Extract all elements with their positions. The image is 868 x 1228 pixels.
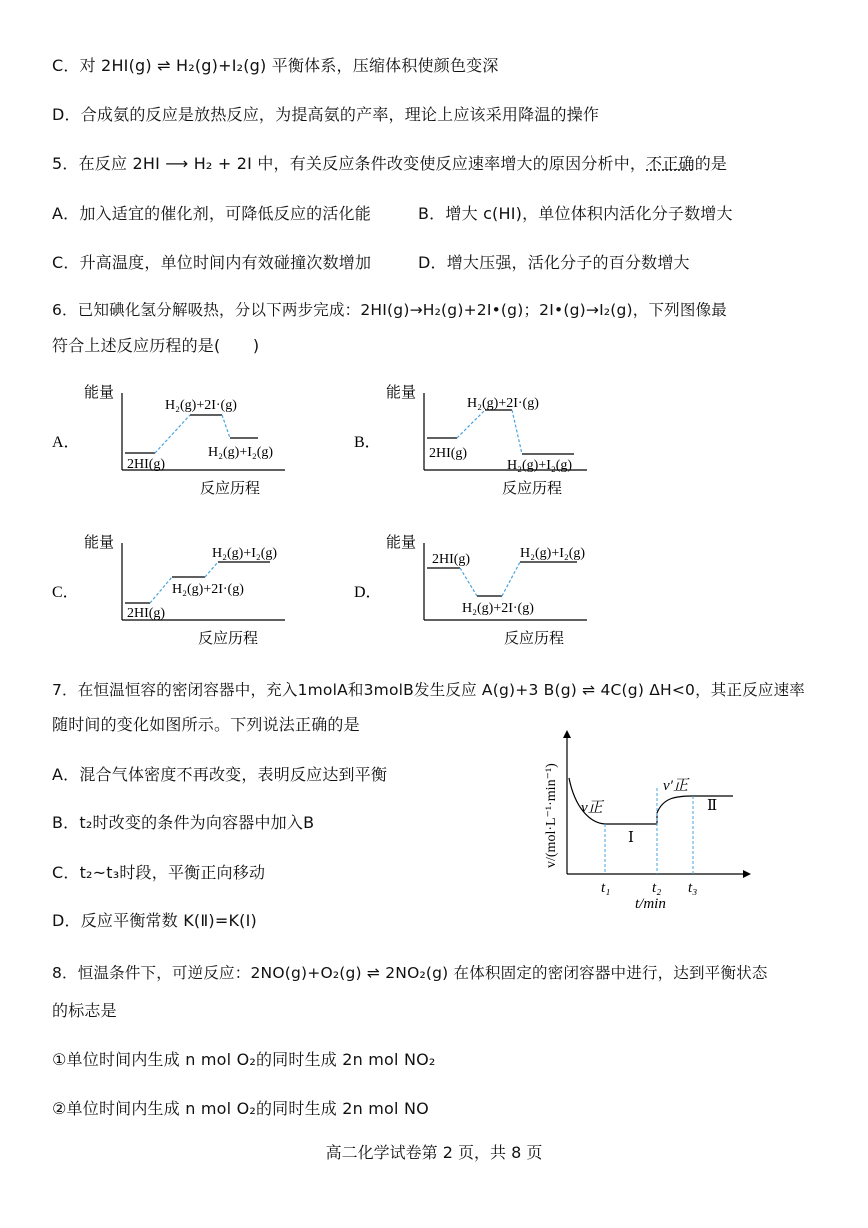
q7-stem-2: 随时间的变化如图所示。下列说法正确的是 (52, 715, 360, 734)
diagram-d-end: H₂(g)+I₂(g) (520, 546, 586, 561)
diagram-b (354, 384, 587, 497)
q5-stem-end: 的是 (694, 154, 728, 173)
diagram-c-letter: C． (52, 584, 79, 601)
diagram-c-end: H₂(g)+I₂(g) (212, 546, 278, 561)
y-axis-label: v/(mol·L⁻¹·min⁻¹) (544, 763, 559, 868)
diagram-b-letter: B． (354, 434, 381, 451)
region-1-label: Ⅰ (628, 830, 634, 846)
diagram-c-mid: H₂(g)+2I·(g) (172, 582, 244, 597)
q6-stem-2: 符合上述反应历程的是( ) (52, 336, 260, 355)
t1-label: t₁ (601, 880, 611, 896)
q8-item-1: ①单位时间内生成 n mol O₂的同时生成 2n mol NO₂ (52, 1050, 436, 1069)
q5-option-b: B．增大 c(HI)，单位体积内活化分子数增大 (418, 204, 733, 223)
diagram-b-hi: 2HI(g) (429, 446, 468, 461)
diagram-a (52, 384, 285, 497)
q5-option-a: A．加入适宜的催化剂，可降低反应的活化能 (52, 204, 371, 223)
diagram-a-letter: A． (52, 434, 80, 451)
energy-diagrams (0, 375, 868, 655)
diagram-a-ylabel: 能量 (84, 385, 115, 401)
diagram-d-mid: H₂(g)+2I·(g) (462, 601, 534, 616)
q5-option-c: C．升高温度，单位时间内有效碰撞次数增加 (52, 253, 372, 272)
diagram-d-ylabel: 能量 (386, 535, 417, 551)
t2-label: t₂ (652, 880, 662, 896)
y-axis-arrow (563, 730, 571, 738)
v-forward-label: v正 (581, 800, 603, 816)
region-2-label: Ⅱ (707, 798, 718, 814)
diagram-a-xlabel: 反应历程 (200, 481, 261, 497)
diagram-a-hi: 2HI(g) (127, 457, 166, 472)
diagram-d (354, 534, 587, 647)
diagram-c-xlabel: 反应历程 (198, 631, 259, 647)
x-axis-label: t/min (635, 896, 666, 912)
q7-option-d: D．反应平衡常数 K(Ⅱ)=K(Ⅰ) (52, 911, 257, 930)
diagram-c-ylabel: 能量 (84, 535, 115, 551)
diagram-d-hi: 2HI(g) (432, 552, 471, 567)
t3-label: t₃ (688, 880, 698, 896)
diagram-c (52, 534, 285, 647)
q5-emphasis: 不正确 (646, 154, 695, 173)
diagram-b-end: H₂(g)+I₂(g) (507, 458, 573, 473)
q6-stem-1: 6．已知碘化氢分解吸热，分以下两步完成：2HI(g)→H₂(g)+2I•(g)；2I•(g)→I₂(g)，下列图像最 (52, 301, 727, 319)
q7-option-a: A．混合气体密度不再改变，表明反应达到平衡 (52, 765, 388, 784)
q8-stem-1: 8．恒温条件下，可逆反应：2NO(g)+O₂(g) ⇌ 2NO₂(g) 在体积固定的密闭容器中进行，达到平衡状态 (52, 964, 768, 982)
q8-item-2: ②单位时间内生成 n mol O₂的同时生成 2n mol NO (52, 1099, 429, 1118)
q5-stem (52, 151, 727, 174)
q7-option-b: B．t₂时改变的条件为向容器中加入B (52, 813, 315, 832)
diagram-c-hi: 2HI(g) (127, 606, 166, 621)
diagram-d-xlabel: 反应历程 (504, 631, 565, 647)
page-footer: 高二化学试卷第 2 页，共 8 页 (325, 1143, 543, 1162)
q4-option-d: D．合成氨的反应是放热反应，为提高氨的产率，理论上应该采用降温的操作 (52, 105, 600, 124)
diagram-a-mid: H₂(g)+2I·(g) (165, 398, 237, 413)
diagram-b-ylabel: 能量 (386, 385, 417, 401)
rate-time-graph (535, 728, 775, 913)
q7-stem-1: 7．在恒温恒容的密闭容器中，充入1molA和3molB发生反应 A(g)+3 B(g) ⇌ 4C(g) ΔH<0，其正反应速率 (52, 681, 805, 699)
diagram-a-end: H₂(g)+I₂(g) (208, 445, 274, 460)
diagram-d-letter: D． (354, 584, 382, 601)
diagram-b-xlabel: 反应历程 (502, 481, 563, 497)
q8-stem-2: 的标志是 (52, 1001, 117, 1020)
q7-option-c: C．t₂~t₃时段，平衡正向移动 (52, 863, 266, 882)
v-forward-curve-2 (657, 796, 733, 824)
diagram-b-mid: H₂(g)+2I·(g) (467, 396, 539, 411)
x-axis-arrow (743, 870, 751, 878)
q5-stem-text: 5．在反应 2HI ⟶ H₂ + 2I 中，有关反应条件改变使反应速率增大的原因分析中， (52, 154, 647, 173)
q4-option-c: C．对 2HI(g) ⇌ H₂(g)+I₂(g) 平衡体系，压缩体积使颜色变深 (52, 56, 499, 75)
v-forward2-label: v′正 (663, 778, 688, 794)
q5-option-d: D．增大压强，活化分子的百分数增大 (418, 253, 690, 272)
